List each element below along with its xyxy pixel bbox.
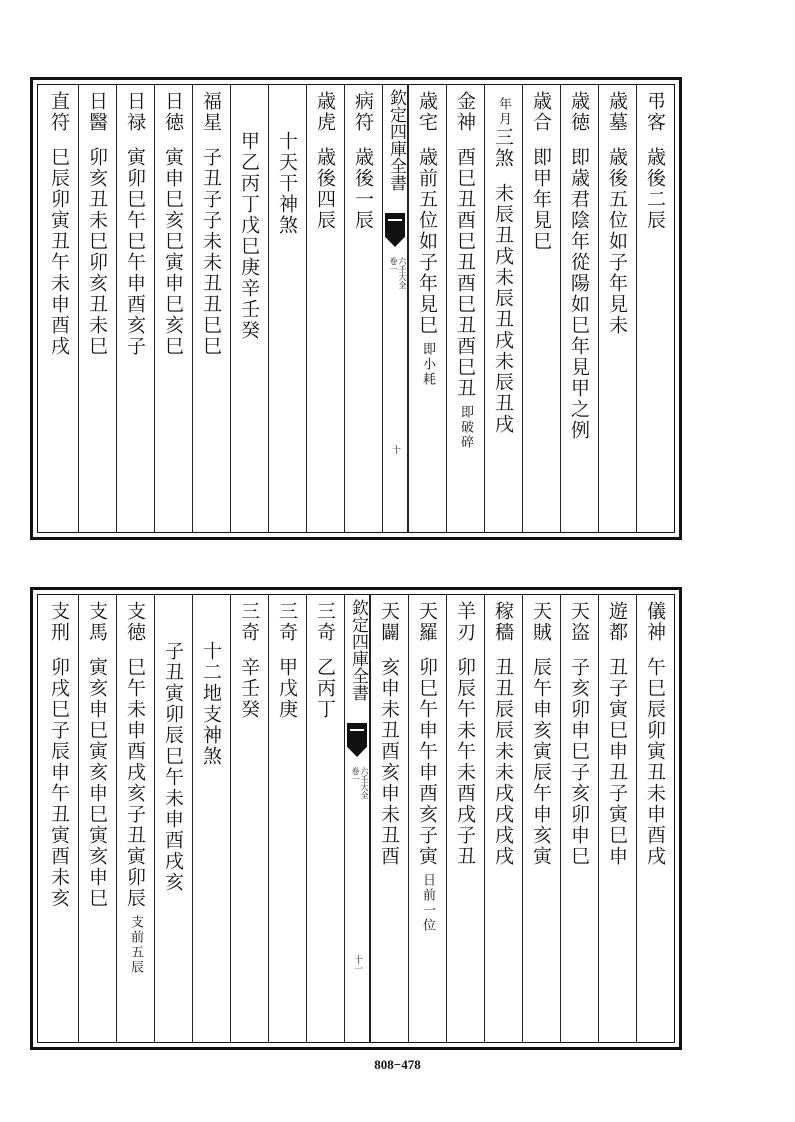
gutter-volume: 卷一 bbox=[351, 767, 360, 783]
term-values: 丑丑辰辰未未戌戌戌戌 bbox=[492, 657, 514, 867]
annotation-note: 即小耗 bbox=[420, 342, 435, 387]
term-values: 辰午申亥寅辰午申亥寅 bbox=[530, 657, 552, 867]
text-column bbox=[78, 85, 116, 532]
text-column bbox=[446, 595, 484, 1042]
term-heading: 支刑 bbox=[48, 601, 70, 643]
term-values: 未辰丑戌未辰丑戌未辰丑戌 bbox=[492, 183, 514, 435]
bottom-gutter bbox=[344, 595, 370, 1042]
text-column bbox=[344, 85, 382, 532]
page-number: 808−478 bbox=[374, 1057, 421, 1072]
text-column bbox=[154, 595, 192, 1042]
fish-tail-mark bbox=[347, 723, 367, 757]
column-text bbox=[79, 601, 116, 909]
bottom-page-panel bbox=[30, 587, 682, 1050]
term-values: 歳後四辰 bbox=[314, 147, 336, 231]
text-column bbox=[40, 595, 78, 1042]
gutter-volume-title: 六壬大全 bbox=[398, 257, 407, 289]
term-values: 卯亥丑未巳卯亥丑未巳 bbox=[86, 147, 108, 357]
column-text bbox=[40, 601, 78, 909]
text-column bbox=[636, 595, 674, 1042]
term-values: 丑子寅巳申丑子寅巳申 bbox=[606, 657, 628, 867]
column-text bbox=[231, 91, 268, 341]
term-values: 歳後二辰 bbox=[644, 147, 666, 231]
term-heading: 支徳 bbox=[124, 601, 146, 643]
term-values: 辛壬癸 bbox=[238, 657, 260, 720]
top-page-panel bbox=[30, 77, 682, 540]
column-text bbox=[345, 91, 382, 231]
column-text bbox=[485, 601, 522, 867]
term-values: 寅亥申巳寅亥申巳寅亥申巳 bbox=[86, 657, 108, 909]
text-column bbox=[230, 595, 268, 1042]
column-text bbox=[637, 91, 674, 231]
column-text bbox=[40, 91, 78, 357]
column-text bbox=[269, 91, 306, 236]
column-text bbox=[117, 601, 154, 975]
term-values: 乙丙丁 bbox=[314, 657, 336, 720]
term-heading: 天賊 bbox=[530, 601, 552, 643]
column-text bbox=[307, 601, 344, 720]
text-column bbox=[522, 85, 560, 532]
term-values: 卯巳午申午申酉亥子寅 bbox=[416, 657, 438, 867]
term-heading: 歳虎 bbox=[314, 91, 336, 133]
term-heading: 弔客 bbox=[644, 91, 666, 133]
term-values: 甲乙丙丁戊巳庚辛壬癸 bbox=[238, 131, 260, 341]
text-column bbox=[484, 595, 522, 1042]
term-heading: 儀神 bbox=[644, 601, 666, 643]
term-heading: 三奇 bbox=[276, 601, 298, 643]
annotation-note: 支前五辰 bbox=[128, 915, 143, 975]
gutter-page: 十一 bbox=[352, 955, 362, 973]
term-values: 寅申巳亥巳寅申巳亥巳 bbox=[162, 147, 184, 357]
text-column bbox=[192, 595, 230, 1042]
column-text bbox=[231, 601, 268, 720]
text-column bbox=[560, 85, 598, 532]
term-values: 卯戌巳子辰申午丑寅酉未亥 bbox=[48, 657, 70, 909]
term-heading: 日醫 bbox=[86, 91, 108, 133]
text-column bbox=[154, 85, 192, 532]
text-column bbox=[268, 85, 306, 532]
term-heading: 天盗 bbox=[568, 601, 590, 643]
term-heading: 直符 bbox=[48, 91, 70, 133]
term-values: 子丑子子未未丑丑巳巳 bbox=[200, 147, 222, 357]
gutter-page: 十 bbox=[390, 445, 400, 454]
column-text bbox=[637, 601, 674, 867]
column-text bbox=[307, 91, 344, 231]
column-text bbox=[599, 601, 636, 867]
fish-tail-mark bbox=[385, 213, 405, 247]
term-heading: 天闢 bbox=[378, 601, 400, 643]
term-heading: 金神 bbox=[454, 91, 476, 133]
term-values: 巳午未申酉戌亥子丑寅卯辰 bbox=[124, 657, 146, 909]
text-column bbox=[268, 595, 306, 1042]
column-text bbox=[409, 91, 446, 387]
term-heading: 日禄 bbox=[124, 91, 146, 133]
gutter-volume-title: 六壬大全 bbox=[360, 767, 369, 799]
column-text bbox=[371, 601, 408, 867]
term-values: 午巳辰卯寅丑未申酉戌 bbox=[644, 657, 666, 867]
text-column bbox=[370, 595, 408, 1042]
term-heading: 歳墓 bbox=[606, 91, 628, 133]
column-text bbox=[447, 601, 484, 867]
text-column bbox=[192, 85, 230, 532]
term-values: 甲戊庚 bbox=[276, 657, 298, 720]
term-heading: 三奇 bbox=[314, 601, 336, 643]
term-values: 即甲年見巳 bbox=[530, 147, 552, 252]
column-text bbox=[561, 91, 598, 441]
text-column bbox=[598, 85, 636, 532]
term-heading: 羊刃 bbox=[454, 601, 476, 643]
column-text bbox=[193, 91, 230, 357]
term-values: 卯辰午未午未酉戌子丑 bbox=[454, 657, 476, 867]
term-heading: 天羅 bbox=[416, 601, 438, 643]
column-text bbox=[485, 91, 522, 435]
text-column bbox=[636, 85, 674, 532]
term-heading: 歳合 bbox=[530, 91, 552, 133]
annotation-note: 日前一位 bbox=[420, 873, 435, 933]
gutter-title: 欽定四庫全書 bbox=[348, 599, 368, 701]
term-values: 子亥卯申巳子亥卯申巳 bbox=[568, 657, 590, 867]
column-text bbox=[79, 91, 116, 357]
column-text bbox=[561, 601, 598, 867]
column-text bbox=[269, 601, 306, 720]
term-values: 巳辰卯寅丑午未申酉戌 bbox=[48, 147, 70, 357]
text-column bbox=[408, 595, 446, 1042]
text-column bbox=[484, 85, 522, 532]
text-column bbox=[116, 85, 154, 532]
term-values: 十二地支神煞 bbox=[200, 641, 222, 767]
gutter-title: 欽定四庫全書 bbox=[386, 89, 406, 191]
term-values: 酉巳丑酉巳丑酉巳丑酉巳丑 bbox=[454, 147, 476, 399]
term-values: 十天干神煞 bbox=[276, 131, 298, 236]
term-heading: 歳徳 bbox=[568, 91, 590, 133]
text-column bbox=[116, 595, 154, 1042]
text-column bbox=[408, 85, 446, 532]
column-text bbox=[155, 91, 192, 357]
term-heading: 稼穡 bbox=[492, 601, 514, 643]
text-column bbox=[40, 85, 78, 532]
term-values: 子丑寅卯辰巳午未申酉戌亥 bbox=[162, 641, 184, 893]
column-text bbox=[523, 601, 560, 867]
term-values: 歳後五位如子年見未 bbox=[606, 147, 628, 336]
column-text bbox=[117, 91, 154, 357]
term-heading: 支馬 bbox=[86, 601, 108, 643]
term-subscript: 年月 bbox=[496, 97, 511, 127]
gutter-volume: 卷一 bbox=[389, 257, 398, 273]
text-column bbox=[598, 595, 636, 1042]
text-column bbox=[306, 85, 344, 532]
text-column bbox=[522, 595, 560, 1042]
column-text bbox=[599, 91, 636, 336]
term-heading: 遊都 bbox=[606, 601, 628, 643]
text-column bbox=[230, 85, 268, 532]
term-heading: 三煞 bbox=[492, 127, 514, 169]
text-column bbox=[306, 595, 344, 1042]
term-values: 歳前五位如子年見巳 bbox=[416, 147, 438, 336]
term-heading: 歳宅 bbox=[416, 91, 438, 133]
top-gutter bbox=[382, 85, 408, 532]
annotation-note: 即破碎 bbox=[458, 405, 473, 450]
text-column bbox=[560, 595, 598, 1042]
term-heading: 三奇 bbox=[238, 601, 260, 643]
term-heading: 日徳 bbox=[162, 91, 184, 133]
term-values: 歳後一辰 bbox=[352, 147, 374, 231]
term-heading: 病符 bbox=[352, 91, 374, 133]
term-heading: 福星 bbox=[200, 91, 222, 133]
term-values: 寅卯巳午巳午申酉亥子 bbox=[124, 147, 146, 357]
text-column bbox=[446, 85, 484, 532]
column-text bbox=[193, 601, 230, 767]
column-text bbox=[409, 601, 446, 933]
text-column bbox=[78, 595, 116, 1042]
term-values: 亥申未丑酉亥申未丑酉 bbox=[378, 657, 400, 867]
column-text bbox=[523, 91, 560, 252]
term-values: 即歳君陰年從陽如巳年見甲之例 bbox=[568, 147, 590, 441]
column-text bbox=[447, 91, 484, 450]
column-text bbox=[155, 601, 192, 893]
